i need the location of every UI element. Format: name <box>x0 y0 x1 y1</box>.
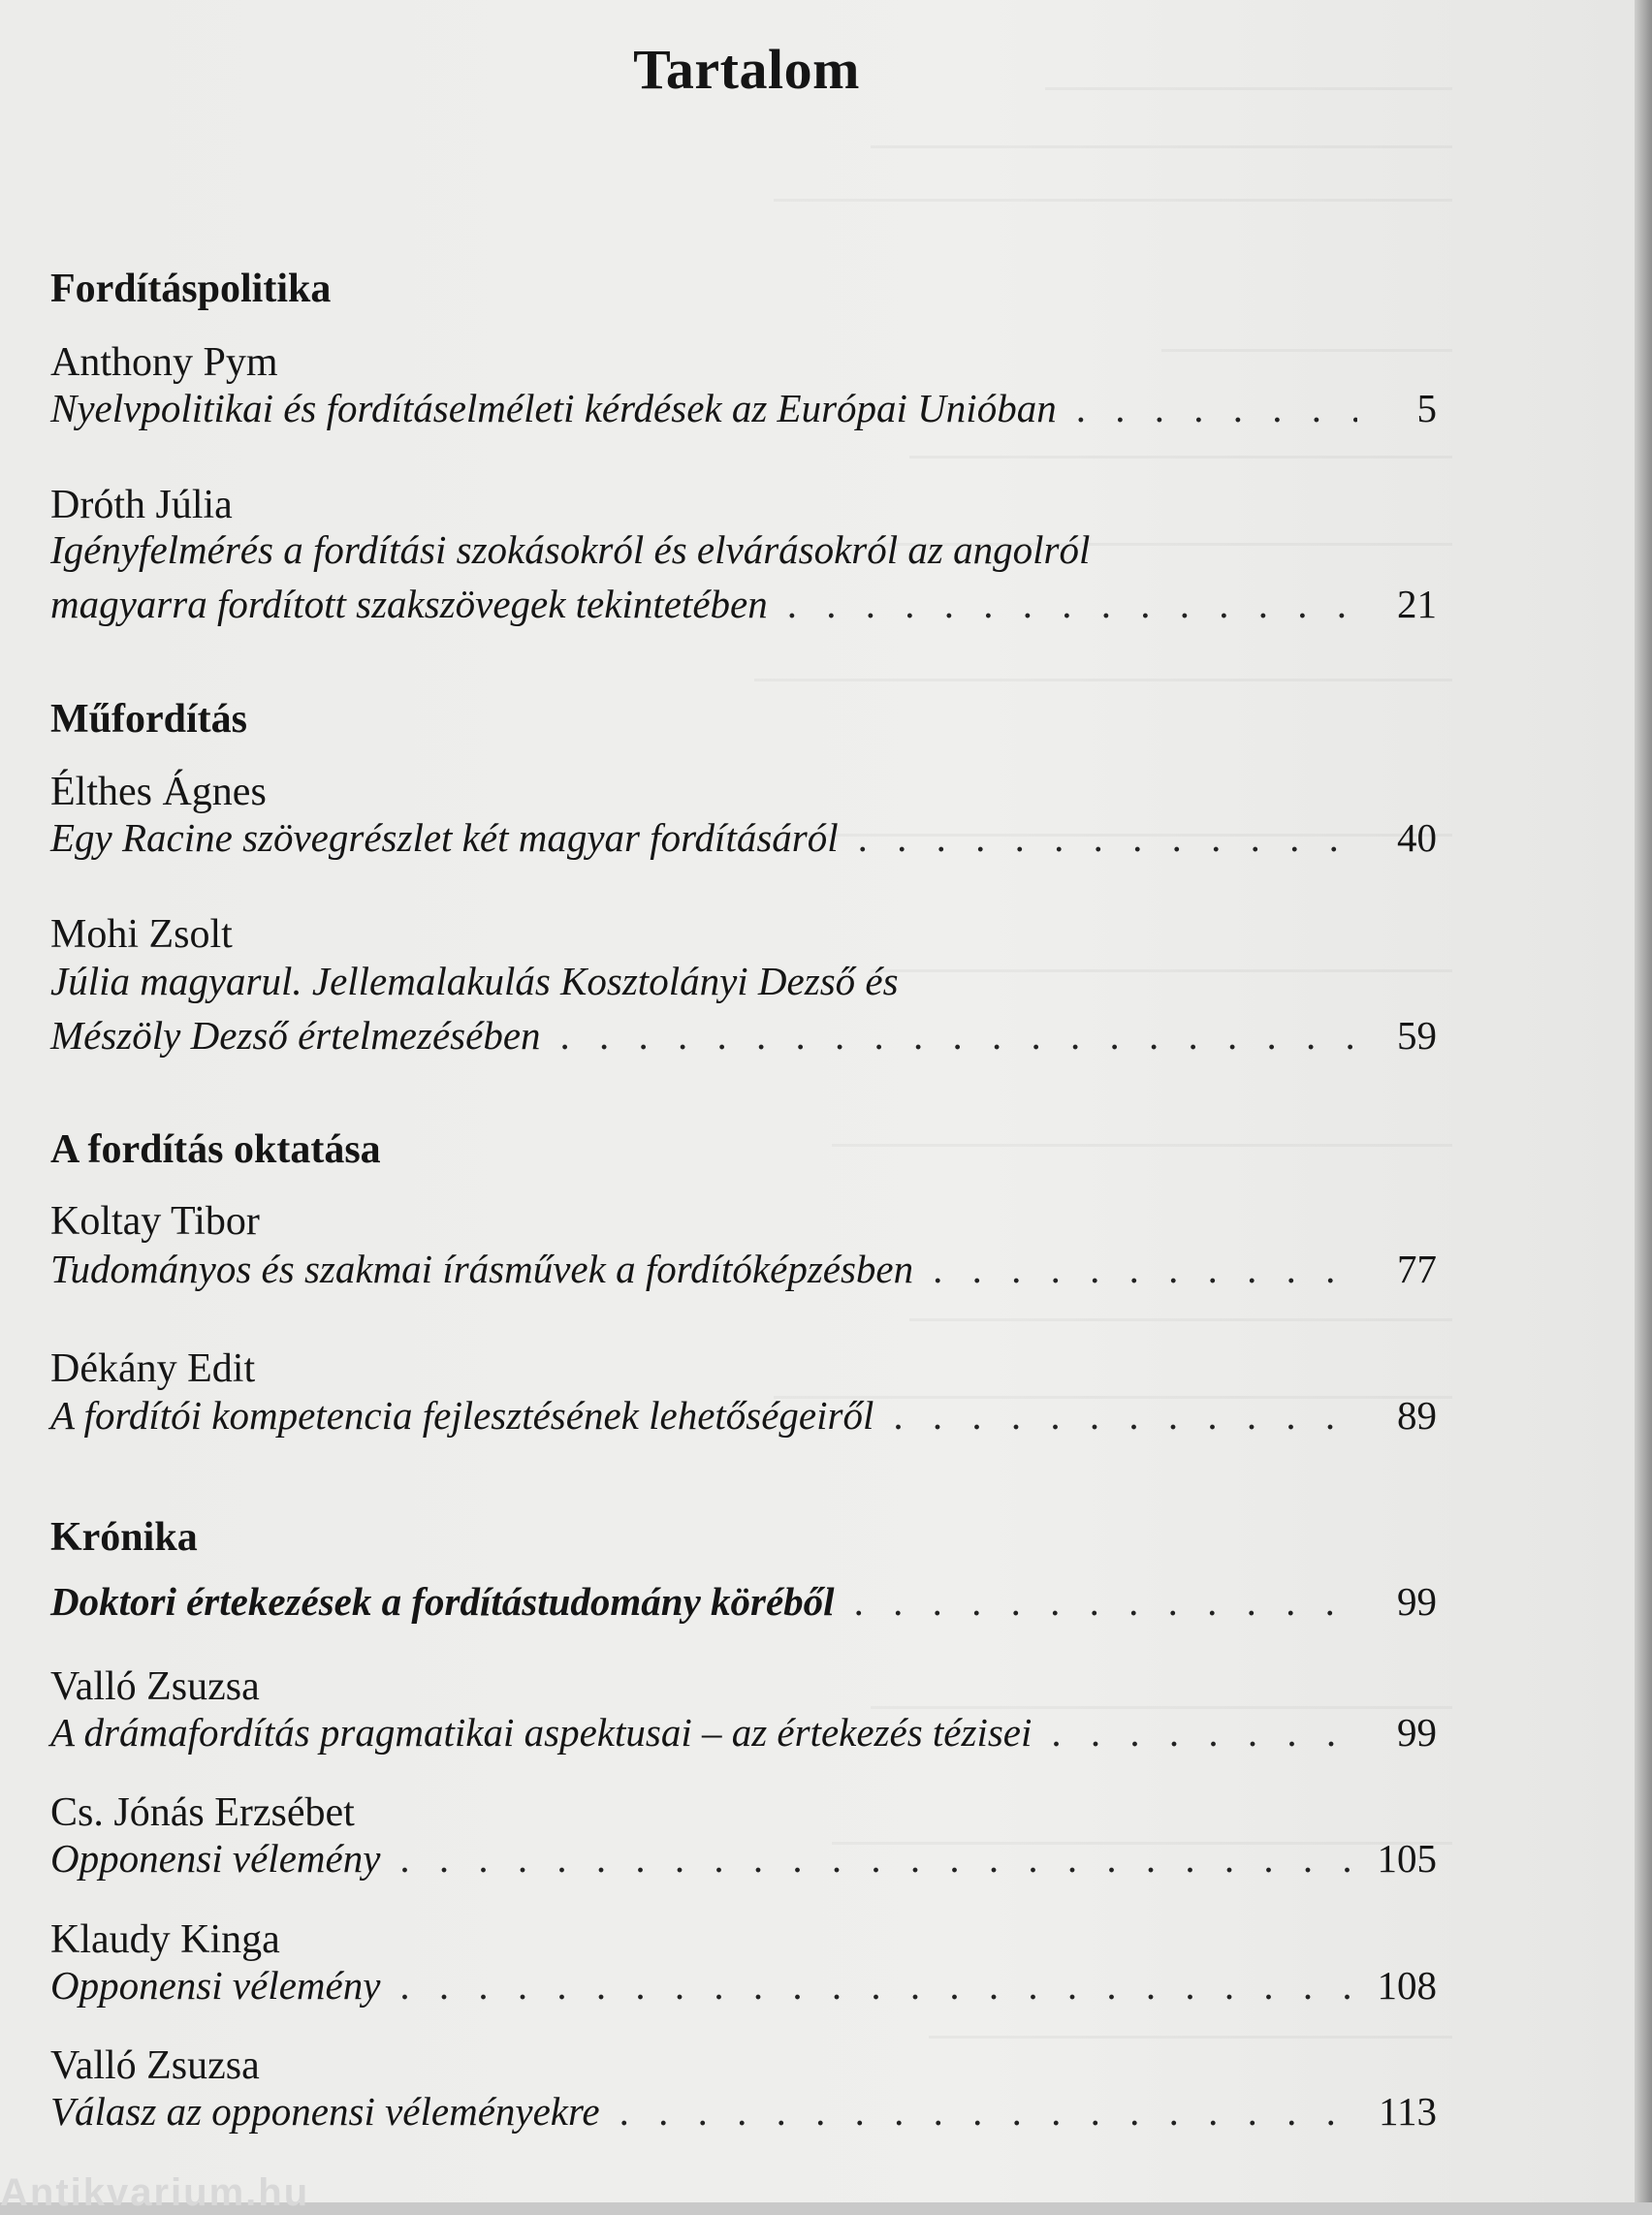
entry-author: Cs. Jónás Erzsébet <box>50 1790 355 1835</box>
section-heading-muforditas: Műfordítás <box>50 697 247 742</box>
page-number: 40 <box>1397 815 1437 860</box>
leader-dots <box>399 1962 1357 2009</box>
entry-title <box>50 1835 1437 1889</box>
leader-dots <box>858 814 1357 861</box>
entry-title-line: Opponensi vélemény <box>50 1963 381 2008</box>
entry-title <box>50 1962 1437 2016</box>
entry-title-line: Júlia magyarul. Jellemalakulás Kosztolányi Dezső és <box>50 959 899 1003</box>
page-number: 99 <box>1397 1710 1437 1755</box>
entry-title <box>50 814 1437 869</box>
entry-title <box>50 2088 1437 2142</box>
page-number: 21 <box>1397 582 1437 626</box>
entry-author: Koltay Tibor <box>50 1199 260 1244</box>
leader-dots <box>399 1835 1357 1882</box>
page-number: 5 <box>1416 386 1437 430</box>
entry-title-line: A drámafordítás pragmatikai aspektusai – az értekezés tézisei <box>50 1710 1032 1755</box>
entry-title <box>50 1392 1437 1446</box>
leader-dots <box>933 1246 1357 1292</box>
section-heading-kronika: Krónika <box>50 1515 198 1560</box>
leader-dots <box>620 2088 1357 2135</box>
entry-title-line: Egy Racine szövegrészlet két magyar fordításáról <box>50 815 839 860</box>
entry-author: Dékány Edit <box>50 1346 256 1391</box>
entry-title <box>50 1246 1437 1300</box>
entry-title-line: Válasz az opponensi véleményekre <box>50 2089 600 2134</box>
section-heading-forditas-oktatasa: A fordítás oktatása <box>50 1127 381 1172</box>
subheading-entry <box>50 1578 1437 1632</box>
entry-title <box>50 958 1437 1066</box>
entry-title-line: Mészöly Dezső értelmezésében <box>50 1013 541 1058</box>
leader-dots <box>893 1392 1357 1439</box>
entry-author: Mohi Zsolt <box>50 912 233 957</box>
leader-dots <box>854 1578 1357 1625</box>
section-heading-forditaspolitika: Fordításpolitika <box>50 267 332 311</box>
entry-author: Anthony Pym <box>50 340 278 385</box>
entry-title-line: Opponensi vélemény <box>50 1836 381 1881</box>
entry-title <box>50 1709 1437 1763</box>
page-edge-shadow <box>1635 0 1652 2202</box>
leader-dots <box>1076 385 1357 431</box>
page-number: 77 <box>1397 1247 1437 1291</box>
page-number: 59 <box>1397 1013 1437 1058</box>
entry-author: Klaudy Kinga <box>50 1917 280 1962</box>
page-number: 113 <box>1379 2089 1437 2134</box>
entry-title <box>50 385 1437 439</box>
entry-title-line: Igényfelmérés a fordítási szokásokról és elvárásokról az angolról <box>50 527 1091 572</box>
entry-title-line: A fordítói kompetencia fejlesztésének lehetőségeiről <box>50 1393 874 1438</box>
leader-dots <box>787 581 1357 627</box>
entry-author: Élthes Ágnes <box>50 770 267 814</box>
entry-title <box>50 526 1437 635</box>
page-number: 105 <box>1377 1836 1437 1881</box>
leader-dots <box>560 1012 1357 1059</box>
page-number: 89 <box>1397 1393 1437 1438</box>
leader-dots <box>1051 1709 1357 1756</box>
entry-title-line: Tudományos és szakmai írásművek a fordítóképzésben <box>50 1247 914 1291</box>
subheading-title: Doktori értekezések a fordítástudomány köréből <box>50 1579 835 1624</box>
entry-title-line: Nyelvpolitikai és fordításelméleti kérdések az Európai Unióban <box>50 386 1057 430</box>
watermark-text: Antikvarium.hu <box>0 2171 310 2214</box>
entry-author: Dróth Júlia <box>50 483 233 527</box>
page-number: 99 <box>1397 1579 1437 1624</box>
entry-title-line: magyarra fordított szakszövegek tekintetében <box>50 582 768 626</box>
page-number: 108 <box>1377 1963 1437 2008</box>
entry-author: Valló Zsuzsa <box>50 1664 260 1709</box>
page-title: Tartalom <box>633 38 860 101</box>
entry-author: Valló Zsuzsa <box>50 2043 260 2088</box>
